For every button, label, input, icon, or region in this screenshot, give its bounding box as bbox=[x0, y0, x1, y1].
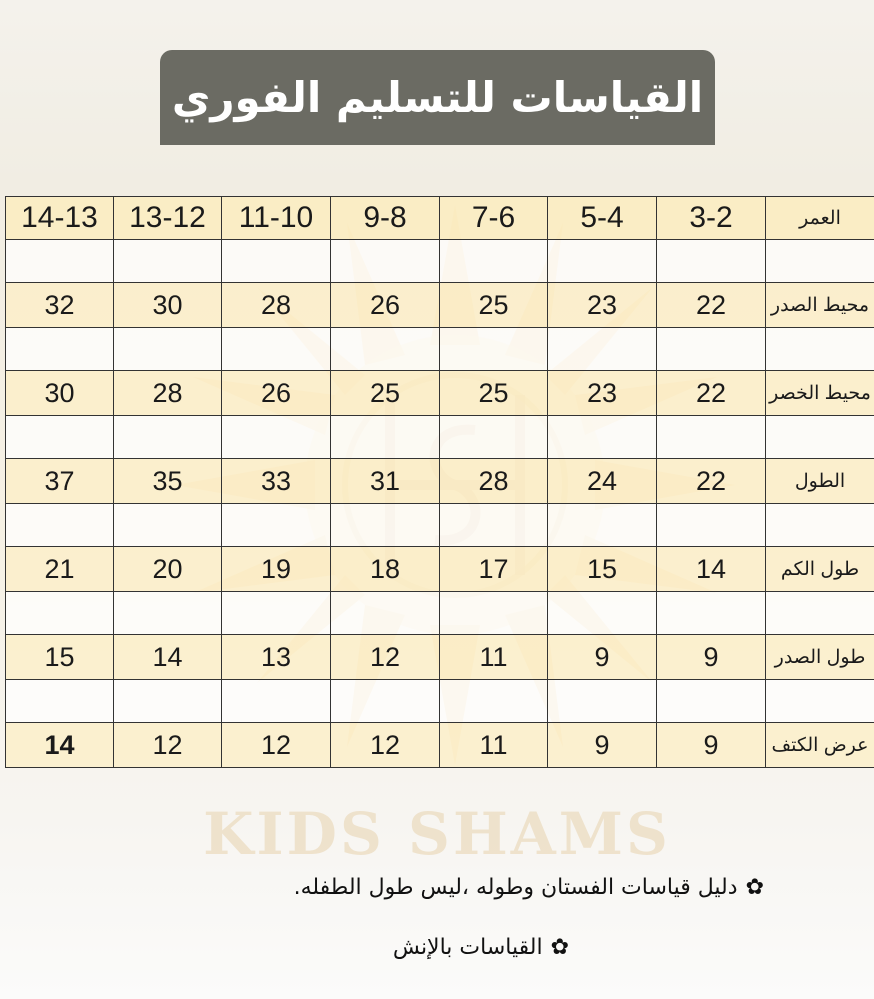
age-range-cell: 5-4 bbox=[548, 197, 657, 240]
value-cell: 20 bbox=[114, 547, 222, 592]
value-cell: 25 bbox=[331, 371, 440, 416]
spacer-row bbox=[6, 328, 874, 371]
value-cell: 26 bbox=[222, 371, 331, 416]
value-cell: 30 bbox=[6, 371, 114, 416]
table-row bbox=[6, 635, 874, 680]
value-cell: 15 bbox=[548, 547, 657, 592]
value-cell: 18 bbox=[331, 547, 440, 592]
row-label: الطول bbox=[766, 459, 874, 504]
brand-watermark: KIDS SHAMS bbox=[203, 800, 671, 868]
value-cell: 13 bbox=[222, 635, 331, 680]
value-cell: 37 bbox=[6, 459, 114, 504]
value-cell: 14 bbox=[657, 547, 766, 592]
table-row bbox=[6, 371, 874, 416]
value-cell: 19 bbox=[222, 547, 331, 592]
row-label: محيط الخصر bbox=[766, 371, 874, 416]
value-cell: 9 bbox=[657, 723, 766, 768]
size-chart-table bbox=[5, 196, 874, 768]
value-cell: 12 bbox=[222, 723, 331, 768]
row-label: عرض الكتف bbox=[766, 723, 874, 768]
table-row bbox=[6, 723, 874, 768]
spacer-row bbox=[6, 592, 874, 635]
value-cell: 17 bbox=[440, 547, 548, 592]
value-cell: 9 bbox=[548, 635, 657, 680]
value-cell: 25 bbox=[440, 283, 548, 328]
value-cell: 30 bbox=[114, 283, 222, 328]
age-range-cell: 3-2 bbox=[657, 197, 766, 240]
value-cell: 9 bbox=[548, 723, 657, 768]
value-cell: 35 bbox=[114, 459, 222, 504]
note-units bbox=[0, 935, 874, 960]
value-cell: 23 bbox=[548, 283, 657, 328]
age-range-cell: 14-13 bbox=[6, 197, 114, 240]
value-cell: 24 bbox=[548, 459, 657, 504]
age-range-cell: 11-10 bbox=[222, 197, 331, 240]
value-cell: 15 bbox=[6, 635, 114, 680]
value-cell: 32 bbox=[6, 283, 114, 328]
table-row bbox=[6, 459, 874, 504]
value-cell: 9 bbox=[657, 635, 766, 680]
value-cell: 21 bbox=[6, 547, 114, 592]
value-cell: 26 bbox=[331, 283, 440, 328]
spacer-row bbox=[6, 680, 874, 723]
value-cell: 28 bbox=[440, 459, 548, 504]
value-cell: 23 bbox=[548, 371, 657, 416]
flower-icon: ✿ bbox=[550, 935, 569, 960]
age-range-cell: 9-8 bbox=[331, 197, 440, 240]
value-cell: 28 bbox=[222, 283, 331, 328]
value-cell: 33 bbox=[222, 459, 331, 504]
note-text: القياسات بالإنش bbox=[392, 935, 543, 960]
row-label: محيط الصدر bbox=[766, 283, 874, 328]
value-cell: 11 bbox=[440, 723, 548, 768]
row-label: طول الصدر bbox=[766, 635, 874, 680]
spacer-row bbox=[6, 416, 874, 459]
value-cell: 12 bbox=[114, 723, 222, 768]
note-dress-guide bbox=[0, 875, 874, 900]
value-cell: 28 bbox=[114, 371, 222, 416]
value-cell: 25 bbox=[440, 371, 548, 416]
value-cell: 31 bbox=[331, 459, 440, 504]
table-row bbox=[6, 547, 874, 592]
value-cell: 22 bbox=[657, 283, 766, 328]
age-range-cell: 7-6 bbox=[440, 197, 548, 240]
spacer-row bbox=[6, 504, 874, 547]
spacer-row bbox=[6, 240, 874, 283]
age-header-label: العمر bbox=[766, 197, 874, 240]
table-header-row bbox=[6, 197, 874, 240]
age-range-cell: 13-12 bbox=[114, 197, 222, 240]
value-cell bbox=[6, 723, 114, 768]
value-cell: 12 bbox=[331, 723, 440, 768]
value-cell: 14 bbox=[114, 635, 222, 680]
value-cell: 11 bbox=[440, 635, 548, 680]
row-label: طول الكم bbox=[766, 547, 874, 592]
flower-icon: ✿ bbox=[745, 875, 764, 900]
page-title: القياسات للتسليم الفوري bbox=[160, 50, 715, 145]
value-cell: 12 bbox=[331, 635, 440, 680]
value-text: 14 bbox=[44, 729, 75, 760]
value-cell: 22 bbox=[657, 459, 766, 504]
value-cell: 22 bbox=[657, 371, 766, 416]
table-row bbox=[6, 283, 874, 328]
note-text: دليل قياسات الفستان وطوله ،ليس طول الطفله. bbox=[293, 875, 738, 900]
